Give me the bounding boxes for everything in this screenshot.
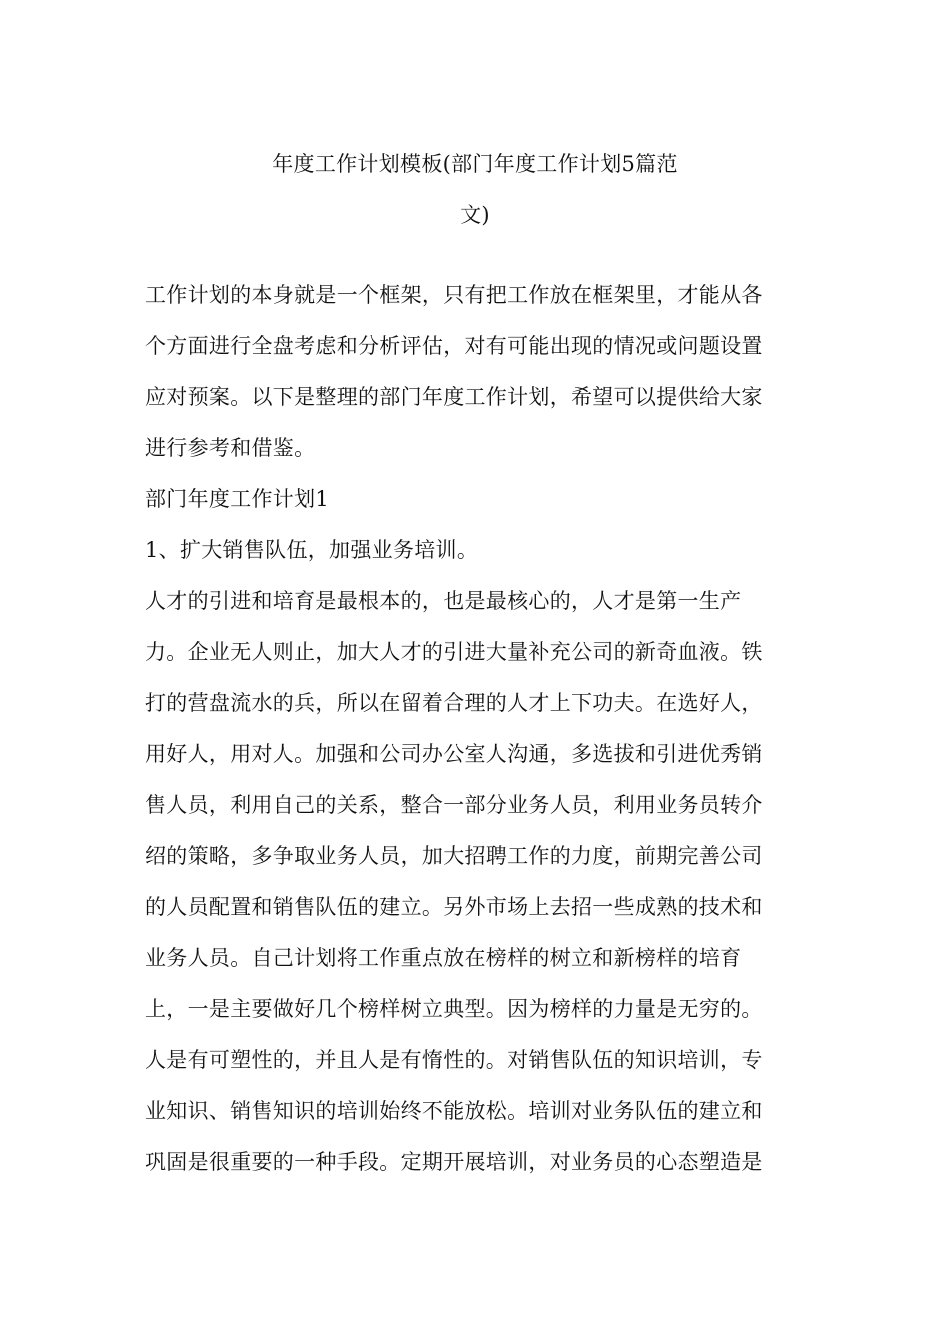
- body-line: 的人员配置和销售队伍的建立。另外市场上去招一些成熟的技术和: [145, 895, 763, 919]
- document-title: [120, 139, 830, 241]
- body-line: 绍的策略，多争取业务人员，加大招聘工作的力度，前期完善公司: [145, 844, 763, 868]
- body-line: 打的营盘流水的兵，所以在留着合理的人才上下功夫。在选好人，: [145, 691, 763, 715]
- item-heading: 1、扩大销售队伍，加强业务培训。: [145, 538, 479, 562]
- body-line: 业知识、销售知识的培训始终不能放松。培训对业务队伍的建立和: [145, 1099, 763, 1123]
- body-line: 人才的引进和培育是最根本的，也是最核心的，人才是第一生产: [145, 589, 742, 613]
- intro-line: 应对预案。以下是整理的部门年度工作计划，希望可以提供给大家: [145, 385, 763, 409]
- title-line: 文): [460, 202, 490, 227]
- body-line: 上，一是主要做好几个榜样树立典型。因为榜样的力量是无穷的。: [145, 997, 763, 1021]
- intro-line: 个方面进行全盘考虑和分析评估，对有可能出现的情况或问题设置: [145, 334, 763, 358]
- section-heading: 部门年度工作计划1: [145, 487, 330, 511]
- body-line: 人是有可塑性的，并且人是有惰性的。对销售队伍的知识培训，专: [145, 1048, 763, 1072]
- document-body: [145, 270, 805, 1188]
- body-line: 用好人，用对人。加强和公司办公室人沟通，多选拔和引进优秀销: [145, 742, 763, 766]
- body-line: 力。企业无人则止，加大人才的引进大量补充公司的新奇血液。铁: [145, 640, 763, 664]
- intro-line: 工作计划的本身就是一个框架，只有把工作放在框架里，才能从各: [145, 283, 763, 307]
- intro-line: 进行参考和借鉴。: [145, 436, 316, 460]
- title-line: 年度工作计划模板(部门年度工作计划5篇范: [272, 151, 678, 176]
- body-line: 巩固是很重要的一种手段。定期开展培训，对业务员的心态塑造是: [145, 1150, 763, 1174]
- body-line: 业务人员。自己计划将工作重点放在榜样的树立和新榜样的培育: [145, 946, 742, 970]
- body-line: 售人员，利用自己的关系，整合一部分业务人员，利用业务员转介: [145, 793, 763, 817]
